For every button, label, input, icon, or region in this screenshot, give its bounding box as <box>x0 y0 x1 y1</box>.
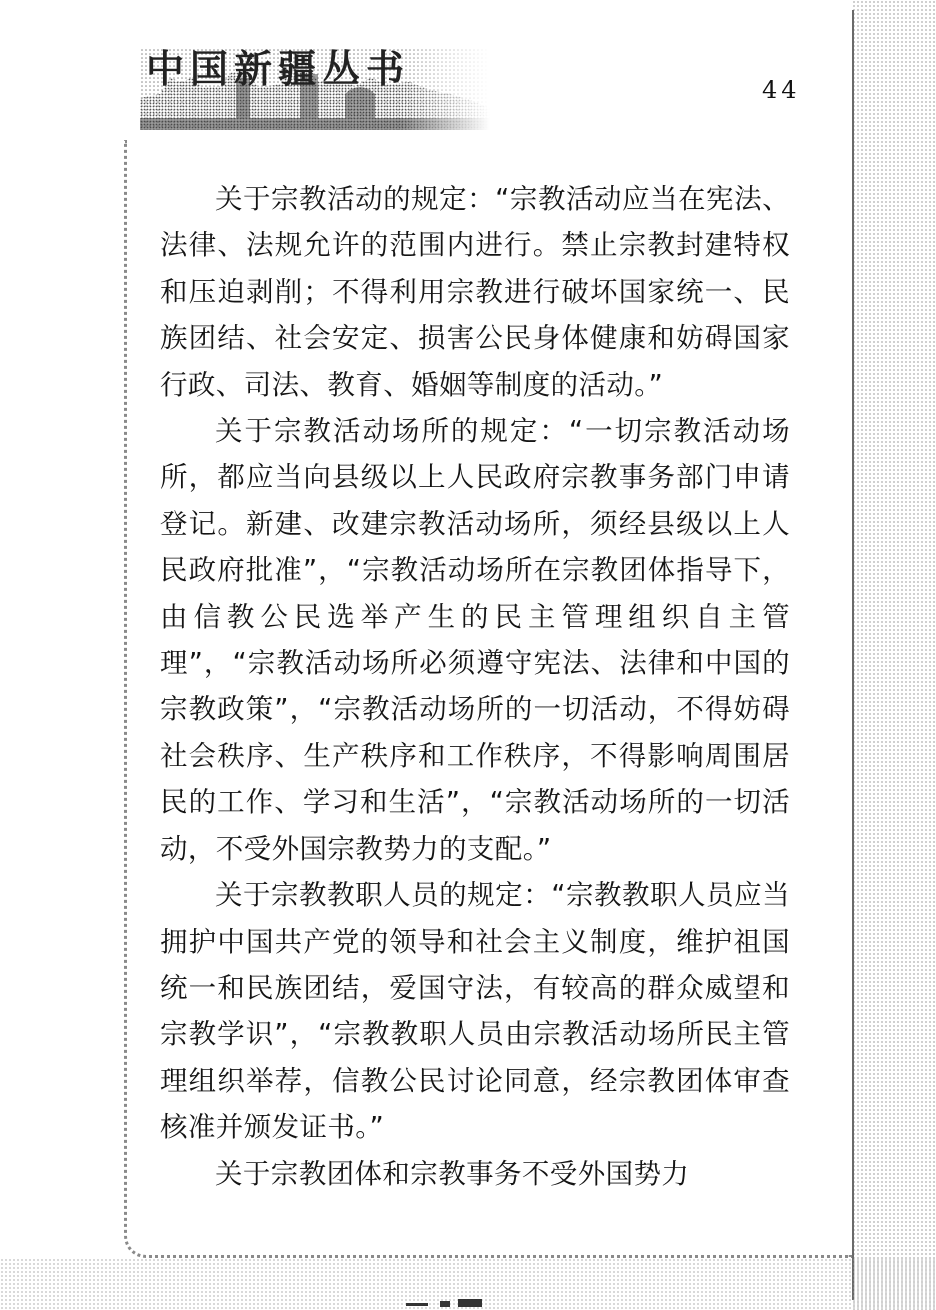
paragraph: 关于宗教活动的规定：“宗教活动应当在宪法、法律、法规允许的范围内进行。禁止宗教封建特权和压迫剥削；不得利用宗教进行破坏国家统一、民族团结、社会安定、损害公民身体健康和妨碍国家行政、司法、教育、婚姻等制度的活动。” <box>160 183 790 401</box>
scan-edge-right <box>852 0 936 1310</box>
next-page-fragment <box>400 1296 520 1310</box>
page-edge-line <box>852 10 854 1300</box>
page-number: 44 <box>762 76 801 104</box>
body-text <box>160 176 790 1197</box>
paragraph: 关于宗教团体和宗教事务不受外国势力 <box>215 1157 690 1190</box>
series-title: 中国新疆丛书 <box>146 46 411 91</box>
paragraph: 关于宗教活动场所的规定：“一切宗教活动场所，都应当向县级以上人民政府宗教事务部门申请登记。新建、改建宗教活动场所，须经县级以上人民政府批准”，“宗教活动场所在宗教团体指导下，由信教公民选举产生的民主管理组织自主管理”，“宗教活动场所必须遵守宪法、法律和中国的宗教政策”，“宗教活动场所的一切活动，不得妨碍社会秩序、生产秩序和工作秩序，不得影响周围居民的工作、学习和生活”，“宗教活动场所的一切活动，不受外国宗教势力的支配。” <box>160 415 790 865</box>
paragraph: 关于宗教教职人员的规定：“宗教教职人员应当拥护中国共产党的领导和社会主义制度，维护祖国统一和民族团结，爱国守法，有较高的群众威望和宗教学识”，“宗教教职人员由宗教活动场所民主管理组织举荐，信教公民讨论同意，经宗教团体审查核准并颁发证书。” <box>160 879 790 1144</box>
